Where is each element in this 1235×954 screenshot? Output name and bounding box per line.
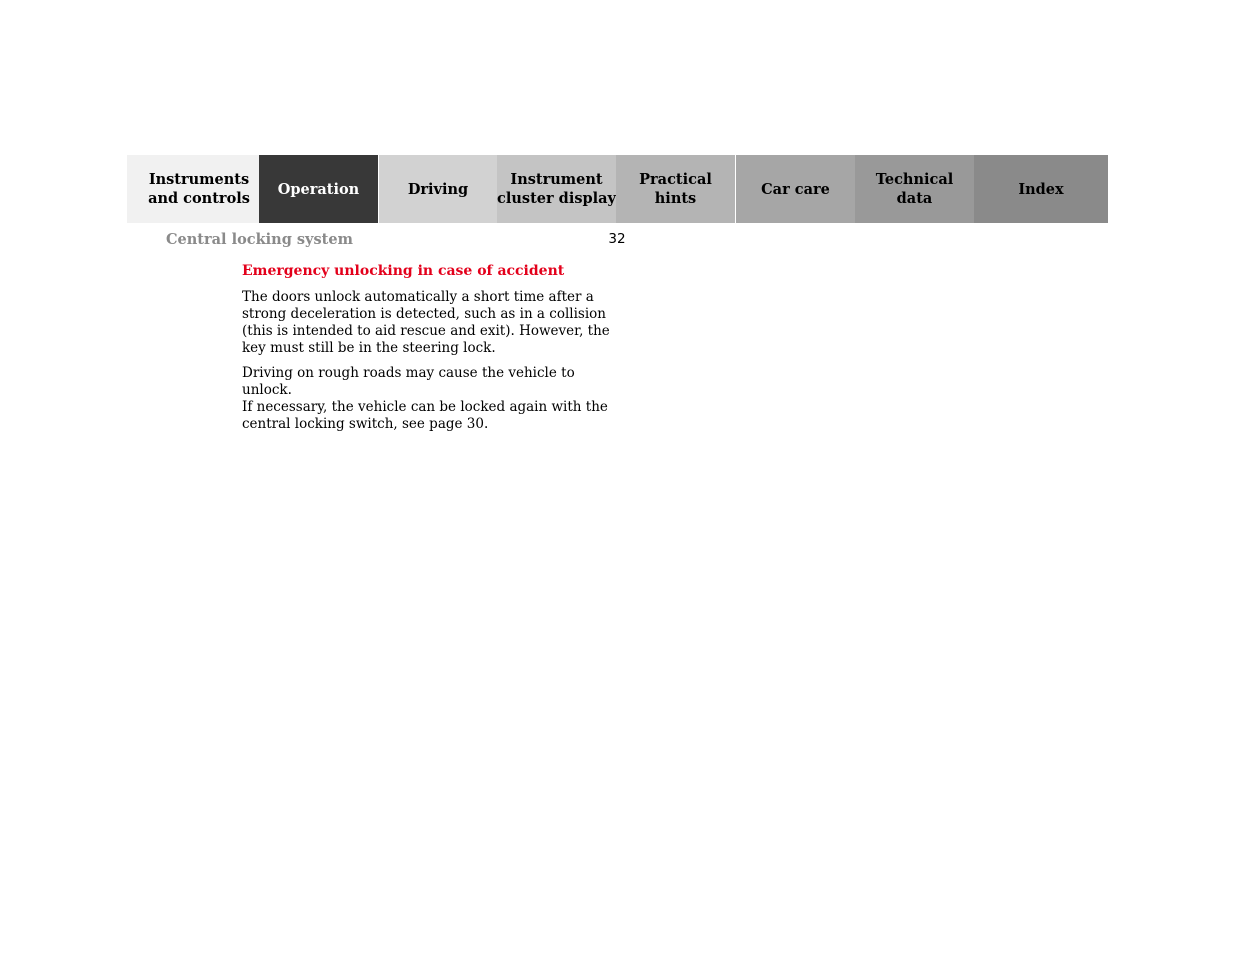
tab-label: Index [1018, 180, 1064, 198]
tab-instruments-and-controls[interactable] [127, 155, 259, 223]
tab-label: Technical data [875, 171, 954, 207]
tab-instrument-cluster-display[interactable] [497, 155, 616, 223]
tab-driving[interactable] [378, 155, 497, 223]
tab-car-care[interactable] [736, 155, 855, 223]
tab-label: Driving [407, 180, 469, 198]
tab-label: Instruments and controls [148, 171, 250, 207]
article-body [242, 262, 612, 441]
tab-index[interactable] [974, 155, 1108, 223]
section-title: Central locking system [166, 231, 353, 248]
tab-label: Car care [761, 180, 830, 198]
paragraph: The doors unlock automatically a short time after a strong deceleration is detected, such as in a collision (this is intended to aid rescue and exit). However, the key must still be in the steering lock. [242, 289, 610, 356]
paragraph: Driving on rough roads may cause the vehicle to unlock. If necessary, the vehicle can be locked again with the central locking switch, see page 30. [242, 365, 608, 432]
tab-label: Practical hints [639, 171, 712, 207]
chapter-tab-bar [127, 155, 1108, 223]
page-number: 32 [608, 231, 626, 247]
article-heading: Emergency unlocking in case of accident [242, 263, 565, 279]
tab-label: Operation [277, 180, 360, 198]
tab-technical-data[interactable] [855, 155, 974, 223]
tab-practical-hints[interactable] [616, 155, 736, 223]
tab-operation[interactable] [259, 155, 378, 223]
tab-label: Instrument cluster display [497, 171, 616, 207]
